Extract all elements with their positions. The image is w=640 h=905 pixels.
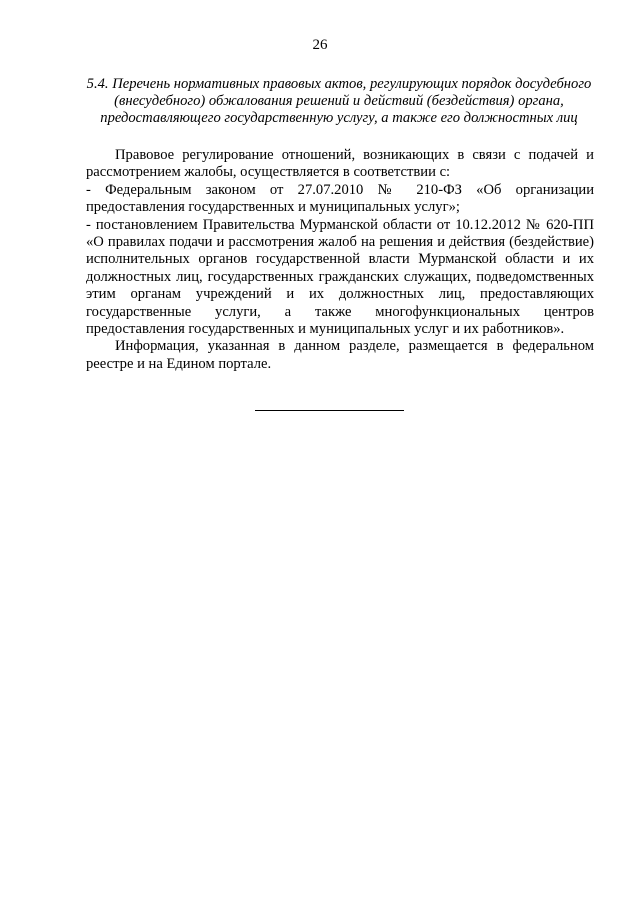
list-item-federal-law: - Федеральным законом от 27.07.2010 № 210-ФЗ «Об организации предоставления государственных и муниципальных услуг»;: [86, 181, 594, 216]
end-rule-divider: [255, 410, 404, 411]
paragraph-information: Информация, указанная в данном разделе, размещается в федеральном реестре и на Едином портале.: [86, 338, 594, 372]
list-item-regional-resolution: - постановлением Правительства Мурманской области от 10.12.2012 № 620-ПП «О правилах подачи и рассмотрения жалоб на решения и действия (бездействие) исполнительных органов государственной власти Мурманской области и их должностных лиц, государственных гражданских служащих, подведомственных этим органам учреждений и их должностных лиц, предоставляющих государственные услуги, а также многофункциональных центров предоставления государственных и муниципальных услуг и их работников».: [86, 216, 594, 338]
section-heading: 5.4. Перечень нормативных правовых актов, регулирующих порядок досудебного (внесудебного) обжалования решений и действий (бездействия) органа, предоставляющего государственную услугу, а также его должностных лиц: [86, 76, 592, 127]
section-body: [86, 147, 594, 373]
page-number: 26: [312, 37, 328, 53]
paragraph-intro: Правовое регулирование отношений, возникающих в связи с подачей и рассмотрением жалобы, осуществляется в соответствии с:: [86, 147, 594, 181]
